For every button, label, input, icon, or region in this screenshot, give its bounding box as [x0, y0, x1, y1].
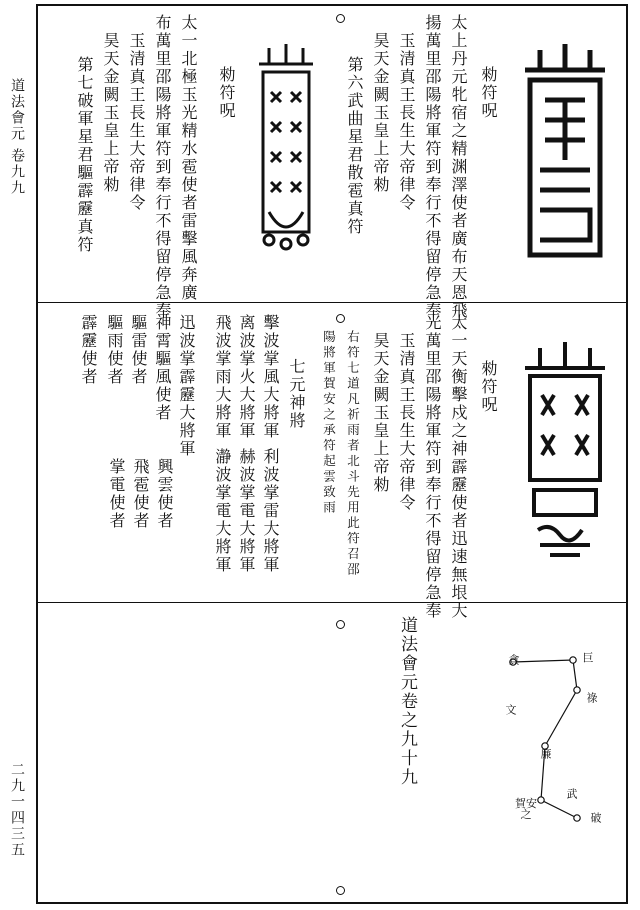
- binding-hole: [336, 620, 345, 629]
- text-line: 玉清真王長生大帝律令: [397, 32, 416, 212]
- text-line: 太一北極玉光精水雹使者雷擊風奔廣: [179, 14, 198, 302]
- chi-label: 勑符呪: [479, 66, 498, 120]
- text-line: 玉清真王長生大帝律令: [397, 332, 416, 512]
- envoy-name: 驅雨使者: [105, 314, 124, 386]
- text-line: 布萬里邵陽將軍符到奉行不得留停急奉: [153, 14, 172, 320]
- volume-label: 卷九九: [9, 148, 25, 196]
- section-divider-1: [38, 302, 626, 303]
- star-label: 武: [565, 788, 578, 799]
- note-line: 右符七道凡祈雨者北斗先用此符召邵: [345, 330, 361, 578]
- text-line: 太一天衡擊戍之神霹靂使者迅速無垠大: [449, 314, 468, 620]
- star-label: 巨: [581, 652, 594, 663]
- envoy-name: 掌電使者: [107, 458, 126, 530]
- gods-title: 七元神將: [287, 358, 306, 430]
- talisman-seal-1: [520, 40, 610, 262]
- general-name: 飛波掌雨大將軍: [213, 314, 232, 440]
- envoy-name: 霹靂使者: [79, 314, 98, 386]
- talisman-seal-3: [520, 340, 610, 562]
- text-line: 昊天金闕玉皇上帝勑: [371, 332, 390, 494]
- text-line: 光萬里邵陽將軍符到奉行不得留停急奉: [423, 314, 442, 620]
- section-divider-2: [38, 602, 626, 603]
- chi-label: 勑符呪: [479, 360, 498, 414]
- binding-hole: [336, 14, 345, 23]
- volume-end-title: 道法會元卷之九十九: [397, 616, 417, 787]
- envoy-name: 神霄驅風使者: [153, 314, 172, 422]
- page-number: 二九一四三五: [9, 762, 25, 858]
- general-name: 擊波掌風大將軍: [261, 314, 280, 440]
- star-label: 廉: [539, 748, 552, 759]
- text-line: 昊天金闕玉皇上帝勑: [101, 32, 120, 194]
- binding-hole: [336, 314, 345, 323]
- text-line: 揚萬里邵陽將軍符到奉行不得留停急奉: [423, 14, 442, 320]
- general-name: 离波掌火大將軍: [237, 314, 256, 440]
- star-label: 文: [504, 704, 517, 715]
- general-name: 利波掌雷大將軍: [261, 448, 280, 574]
- envoy-name: 驅雷使者: [129, 314, 148, 386]
- book-title: 道法會元: [9, 78, 25, 142]
- general-name: 迅波掌霹靂大將軍: [177, 314, 196, 458]
- star-label: 貪: [507, 654, 520, 665]
- talisman-note: 第六武曲星君散雹真符: [345, 56, 364, 236]
- star-label: 破: [589, 812, 602, 823]
- general-name: 瀞波掌電大將軍: [213, 448, 232, 574]
- star-label-he-anzhi: 賀安之: [515, 797, 537, 821]
- envoy-name: 興雲使者: [155, 458, 174, 530]
- text-line: 太上丹元牝宿之精渊澤使者廣布天恩飛: [449, 14, 468, 320]
- envoy-name: 飛雹使者: [131, 458, 150, 530]
- talisman-note: 第七破軍星君驅霹靂真符: [75, 56, 94, 254]
- chi-label: 勑符呪: [217, 66, 236, 120]
- talisman-seal-2: [255, 42, 317, 252]
- binding-hole: [336, 886, 345, 895]
- text-line: 昊天金闕玉皇上帝勑: [371, 32, 390, 194]
- text-line: 玉清真王長生大帝律令: [127, 32, 146, 212]
- general-name: 赫波掌電大將軍: [237, 448, 256, 574]
- star-label: 祿: [585, 692, 598, 703]
- note-line: 陽將軍賀安之承符起雲致雨: [321, 330, 337, 516]
